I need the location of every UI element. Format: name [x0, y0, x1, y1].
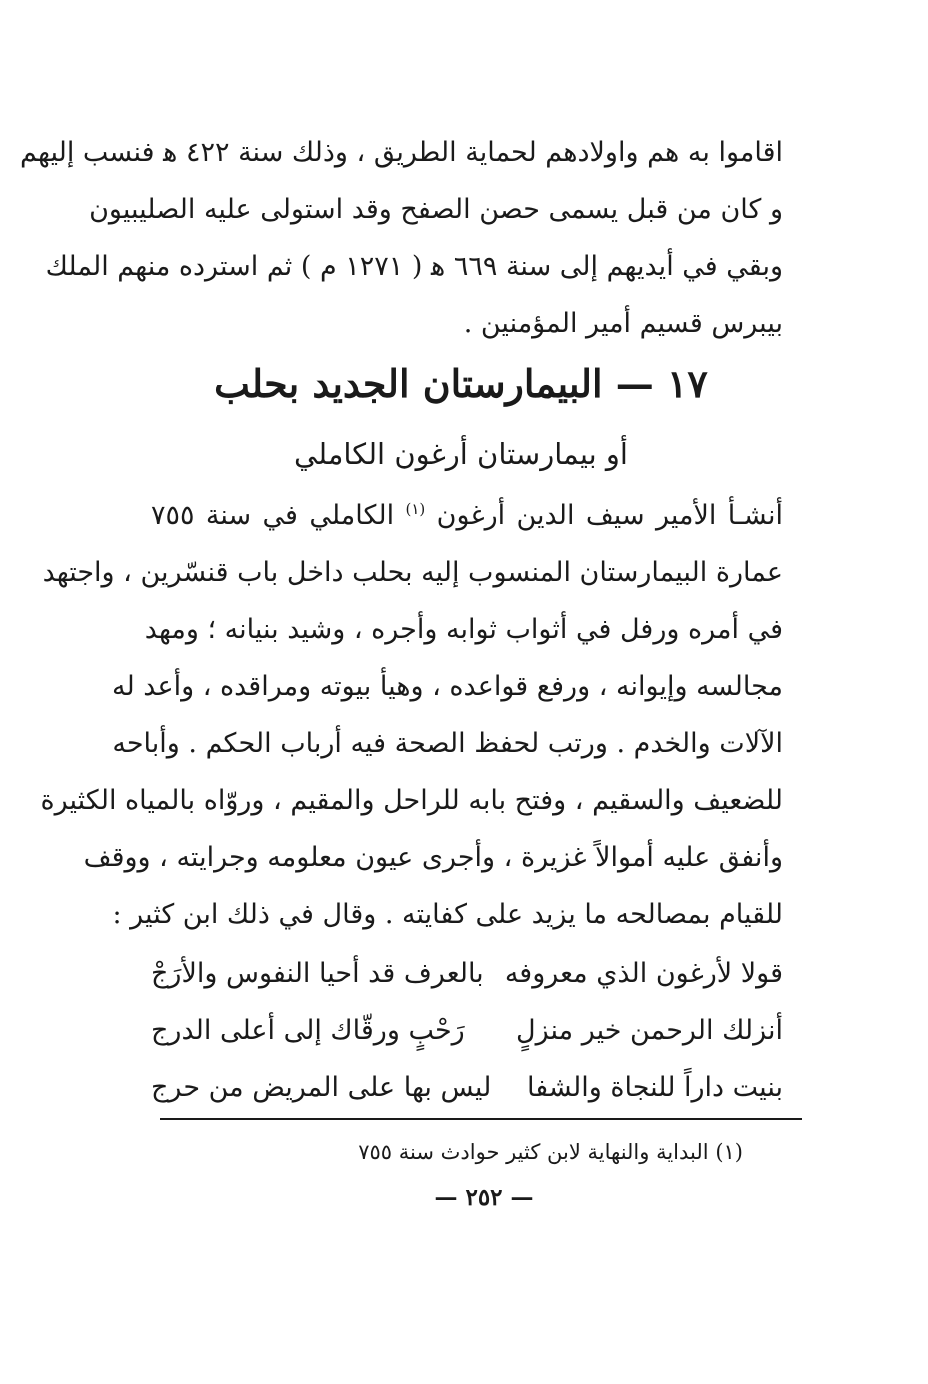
- intro-line-4: بيبرس قسيم أمير المؤمنين .: [463, 308, 783, 339]
- paragraph-line-7: وأنفق عليه أموالاً غزيرة ، وأجرى عيون معلومه وجرايته ، ووقف: [83, 842, 783, 873]
- paragraph-line-8: للقيام بمصالحه ما يزيد على كفايته . وقال في ذلك ابن كثير :: [112, 899, 783, 930]
- poem-verse-1-first-hemistich: قولا لأرغون الذي معروفه: [504, 958, 783, 989]
- paragraph-line-1-start: أنشـأ الأمير سيف الدين أرغون: [436, 500, 783, 531]
- poem: [151, 945, 783, 1116]
- paragraph-line-6: للضعيف والسقيم ، وفتح بابه للراحل والمقيم ، وروّاه بالمياه الكثيرة: [40, 785, 783, 816]
- poem-verse-3-second-hemistich: ليس بها على المريض من حرج: [151, 1072, 492, 1103]
- section-subheading: أو بيمارستان أرغون الكاملي: [294, 437, 628, 471]
- footnote-reference-marker: (١): [405, 500, 426, 518]
- footnote-number: (١): [715, 1140, 743, 1164]
- intro-text-block: [20, 124, 783, 352]
- paragraph-line-1: [151, 487, 783, 544]
- footnote-divider: [160, 1118, 802, 1120]
- footnote: [358, 1134, 743, 1170]
- poem-verse-2-second-hemistich: رَحْبٍ ورقّاك إلى أعلى الدرج: [151, 1015, 465, 1046]
- poem-verse-2-first-hemistich: أنزلك الرحمن خير منزلٍ: [516, 1015, 783, 1046]
- intro-line-3: وبقي في أيديهم إلى سنة ٦٦٩ ﻫ ( ١٢٧١ م ) ثم استرده منهم الملك: [45, 251, 783, 282]
- paragraph-line-2: عمارة البيمارستان المنسوب إليه بحلب داخل باب قنسّرين ، واجتهد: [42, 557, 783, 588]
- paragraph-line-1-end: الكاملي في سنة ٧٥٥: [151, 500, 395, 531]
- poem-verse-3: [151, 1059, 783, 1116]
- footnote-text: البداية والنهاية لابن كثير حوادث سنة ٧٥٥: [358, 1140, 709, 1164]
- paragraph-line-3: في أمره ورفل في أثواب ثوابه وأجره ، وشيد بنيانه ؛ ومهد: [144, 614, 783, 645]
- paragraph-line-4: مجالسه وإيوانه ، ورفع قواعده ، وهيأ بيوته ومراقده ، وأعد له: [112, 671, 783, 702]
- poem-verse-3-first-hemistich: بنيت داراً للنجاة والشفا: [527, 1072, 783, 1103]
- section-heading: ١٧ — البيمارستان الجديد بحلب: [214, 361, 708, 406]
- poem-verse-1-second-hemistich: بالعرف قد أحيا النفوس والأرَجْ: [151, 958, 484, 989]
- paragraph-line-5: الآلات والخدم . ورتب لحفظ الصحة فيه أرباب الحكم . وأباحه: [112, 728, 783, 759]
- intro-line-2: و كان من قبل يسمى حصن الصفح وقد استولى عليه الصليبيون: [89, 194, 783, 225]
- poem-verse-2: [151, 1002, 783, 1059]
- page-number: — ٢٥٢ —: [434, 1184, 534, 1211]
- body-paragraph: [40, 487, 783, 943]
- intro-line-1: اقاموا به هم واولادهم لحماية الطريق ، وذلك سنة ٤٢٢ ﻫ فنسب إليهم: [20, 137, 783, 168]
- poem-verse-1: [151, 945, 783, 1002]
